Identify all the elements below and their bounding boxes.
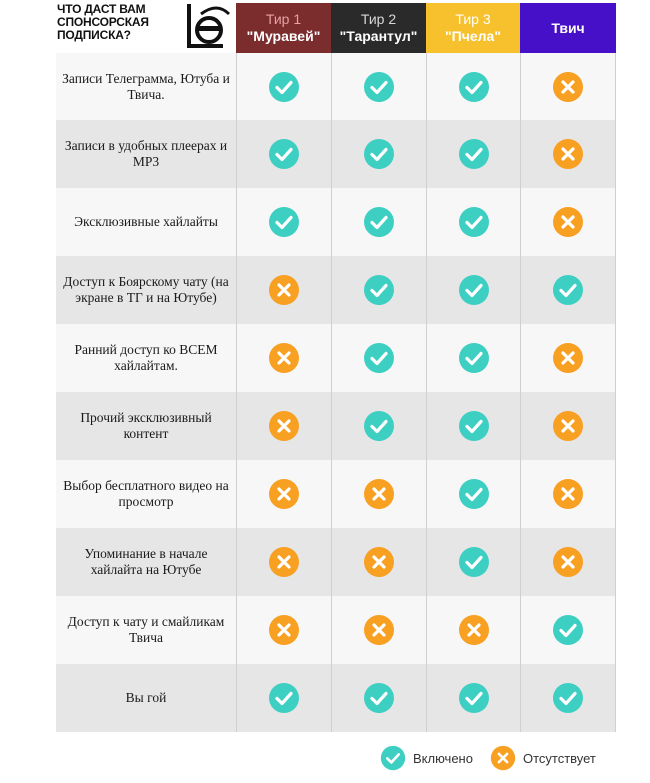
status-cell (236, 256, 331, 324)
status-cell (331, 528, 426, 596)
feature-label: Упоминание в начале хайлайта на Ютубе (84, 546, 208, 577)
check-icon (458, 682, 490, 714)
status-cell (236, 528, 331, 596)
cross-icon (552, 410, 584, 442)
status-cell (331, 120, 426, 188)
check-icon (458, 410, 490, 442)
feature-label: Записи Телеграмма, Ютуба и Твича. (62, 70, 230, 102)
check-icon (458, 342, 490, 374)
cross-icon (552, 342, 584, 374)
cross-icon (363, 614, 395, 646)
check-icon (458, 138, 490, 170)
check-icon (458, 546, 490, 578)
cross-icon (552, 138, 584, 170)
legend-absent-label: Отсутствует (522, 750, 596, 766)
cross-icon (268, 410, 300, 442)
status-cell (331, 53, 426, 120)
status-cell (236, 392, 331, 460)
check-icon (458, 274, 490, 306)
cross-icon (552, 546, 584, 578)
status-cell (426, 596, 520, 664)
status-cell (520, 188, 616, 256)
column-header-1 (236, 3, 331, 53)
table-row (56, 53, 616, 120)
status-cell (236, 596, 331, 664)
table-row (56, 392, 616, 460)
status-cell (331, 392, 426, 460)
check-icon (380, 745, 406, 771)
feature-label: Прочий эксклюзивный контент (80, 410, 212, 441)
status-cell (331, 664, 426, 732)
feature-label: Ранний доступ ко ВСЕМ хайлайтам. (74, 342, 218, 373)
legend-included-label: Включено (413, 750, 473, 766)
table-row (56, 324, 616, 392)
status-cell (331, 460, 426, 528)
status-cell (426, 392, 520, 460)
table-row (56, 120, 616, 188)
status-cell (520, 392, 616, 460)
status-cell (331, 596, 426, 664)
check-icon (363, 138, 395, 170)
status-cell (426, 528, 520, 596)
logo-icon (183, 2, 233, 52)
cross-icon (552, 71, 584, 103)
column-tier-label: Тир 1 (265, 11, 302, 27)
cross-icon (458, 614, 490, 646)
status-cell (426, 324, 520, 392)
cross-icon (552, 478, 584, 510)
check-icon (268, 71, 300, 103)
table-row (56, 596, 616, 664)
cross-icon (268, 546, 300, 578)
table-row (56, 460, 616, 528)
check-icon (552, 274, 584, 306)
feature-label: Выбор бесплатного видео на просмотр (63, 478, 229, 509)
check-icon (363, 682, 395, 714)
status-cell (236, 664, 331, 732)
check-icon (458, 71, 490, 103)
column-tier-label: Тир 3 (455, 11, 491, 27)
status-cell (520, 120, 616, 188)
check-icon (458, 478, 490, 510)
status-cell (426, 256, 520, 324)
table-row (56, 256, 616, 324)
page-title: ЧТО ДАСТ ВАМ СПОНСОРСКАЯ ПОДПИСКА? (57, 2, 149, 42)
status-cell (426, 664, 520, 732)
status-cell (236, 120, 331, 188)
status-cell (520, 596, 616, 664)
feature-label: Записи в удобных плеерах и MP3 (64, 138, 228, 169)
legend (380, 745, 596, 771)
status-cell (520, 528, 616, 596)
status-cell (426, 188, 520, 256)
status-cell (236, 188, 331, 256)
table-row (56, 664, 616, 732)
check-icon (552, 614, 584, 646)
column-name-label: "Муравей" (246, 28, 321, 44)
check-icon (363, 274, 395, 306)
feature-label: Вы гой (125, 690, 167, 705)
cross-icon (552, 206, 584, 238)
column-header-4 (520, 3, 616, 53)
table-row (56, 528, 616, 596)
column-name-label: Твич (551, 20, 585, 36)
column-name-label: "Тарантул" (339, 28, 418, 44)
status-cell (426, 53, 520, 120)
check-icon (458, 206, 490, 238)
status-cell (426, 460, 520, 528)
check-icon (552, 682, 584, 714)
status-cell (426, 120, 520, 188)
feature-label: Доступ к Боярскому чату (на экране в ТГ и на Ютубе) (63, 274, 229, 305)
column-tier-label: Тир 2 (360, 11, 397, 27)
status-cell (236, 53, 331, 120)
status-cell (331, 256, 426, 324)
check-icon (363, 342, 395, 374)
status-cell (520, 256, 616, 324)
cross-icon (268, 478, 300, 510)
column-header-2 (331, 3, 426, 53)
check-icon (268, 138, 300, 170)
status-cell (520, 664, 616, 732)
status-cell (520, 53, 616, 120)
check-icon (363, 71, 395, 103)
cross-icon (268, 614, 300, 646)
cross-icon (268, 342, 300, 374)
check-icon (268, 682, 300, 714)
table-row (56, 188, 616, 256)
cross-icon (363, 478, 395, 510)
feature-label: Эксклюзивные хайлайты (74, 214, 218, 229)
cross-icon (490, 745, 516, 771)
cross-icon (363, 546, 395, 578)
check-icon (363, 206, 395, 238)
cross-icon (268, 274, 300, 306)
status-cell (331, 188, 426, 256)
status-cell (520, 460, 616, 528)
status-cell (331, 324, 426, 392)
feature-label: Доступ к чату и смайликам Твича (67, 614, 225, 645)
column-header-3 (426, 3, 520, 53)
status-cell (236, 460, 331, 528)
status-cell (520, 324, 616, 392)
status-cell (236, 324, 331, 392)
column-name-label: "Пчела" (445, 28, 501, 44)
check-icon (363, 410, 395, 442)
check-icon (268, 206, 300, 238)
